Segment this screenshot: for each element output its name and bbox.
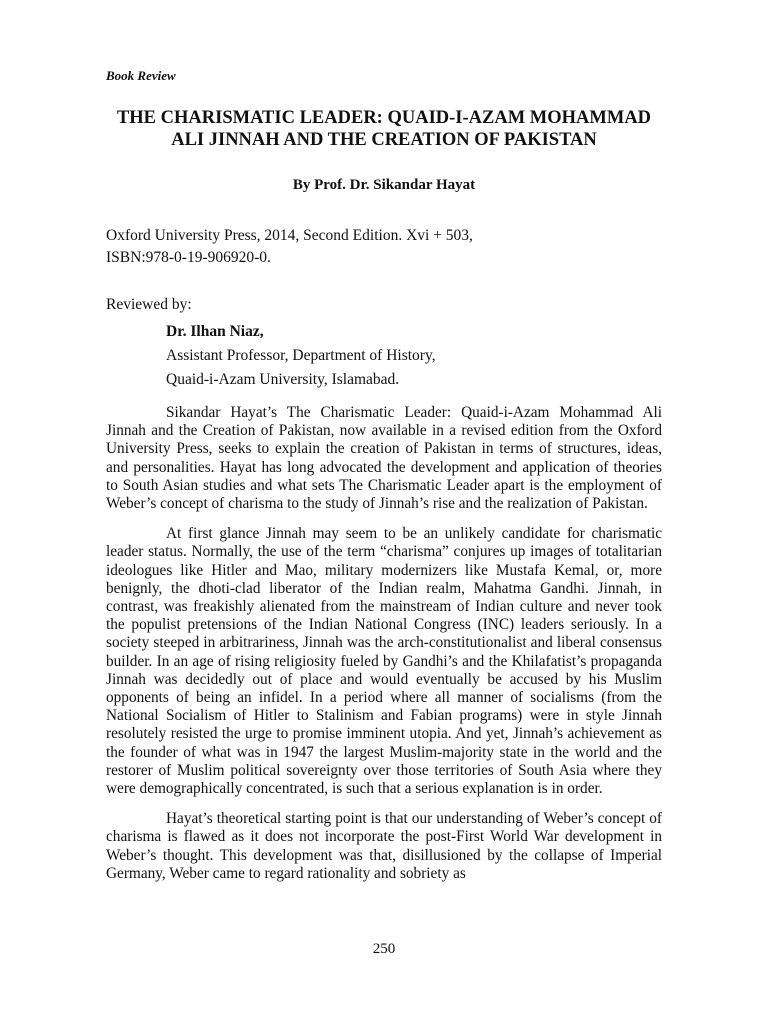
section-label: Book Review	[106, 68, 176, 83]
reviewer-position: Assistant Professor, Department of History,	[166, 347, 436, 364]
publication-line-1: Oxford University Press, 2014, Second Edition. Xvi + 503,	[106, 227, 473, 244]
reviewer-name: Dr. Ilhan Niaz,	[166, 323, 264, 340]
book-title: THE CHARISMATIC LEADER: QUAID-I-AZAM MOHAMMAD ALI JINNAH AND THE CREATION OF PAKISTAN	[116, 108, 652, 150]
paragraph-1: Sikandar Hayat’s The Charismatic Leader: Quaid-i-Azam Mohammad Ali Jinnah and the Creation of Pakistan, now available in a revised edition from the Oxford University Press, seeks to explain the creation of Pakistan in terms of structures, ideas, and personalities. Hayat has long advocated the development and application of theories to South Asian studies and what sets The Charismatic Leader apart is the employment of Weber’s concept of charisma to the study of Jinnah’s rise and the realization of Pakistan.	[106, 404, 662, 513]
publication-info	[106, 225, 473, 269]
reviewed-by-label: Reviewed by:	[106, 296, 192, 313]
publication-isbn: ISBN:978-0-19-906920-0.	[106, 249, 271, 266]
paragraph-3: Hayat’s theoretical starting point is that our understanding of Weber’s concept of charisma is flawed as it does not incorporate the post-First World War development in Weber’s thought. This development was that, disillusioned by the collapse of Imperial Germany, Weber came to regard rationality and sobriety as	[106, 810, 662, 882]
book-author: By Prof. Dr. Sikandar Hayat	[292, 177, 476, 193]
paragraph-2: At first glance Jinnah may seem to be an unlikely candidate for charismatic leader status. Normally, the use of the term “charisma” conjures up images of totalitarian ideologues like Hitler and Mao, military modernizers like Mustafa Kemal, or, more benignly, the dhoti-clad liberator of the Indian realm, Mahatma Gandhi. Jinnah, in contrast, was freakishly alienated from the mainstream of Indian culture and never took the populist pretensions of the Indian National Congress (INC) leaders seriously. In a society steeped in arbitrariness, Jinnah was the arch-constitutionalist and liberal consensus builder. In an age of rising religiosity fueled by Gandhi’s and the Khilafatist’s propaganda Jinnah was decidedly out of place and would eventually be accused by his Muslim opponents of being an infidel. In a period where all manner of socialisms (from the National Socialism of Hitler to Stalinism and Fabian programs) were in style Jinnah resolutely resisted the urge to promise imminent utopia. And yet, Jinnah’s achievement as the founder of what was in 1947 the largest Muslim-majority state in the world and the restorer of Muslim political sovereignty over those territories of South Asia where they were demographically concentrated, is such that a serious explanation is in order.	[106, 525, 662, 798]
reviewer-block	[166, 320, 436, 392]
reviewer-institution: Quaid-i-Azam University, Islamabad.	[166, 371, 400, 388]
review-body	[106, 404, 662, 895]
page-number: 250	[372, 941, 396, 957]
